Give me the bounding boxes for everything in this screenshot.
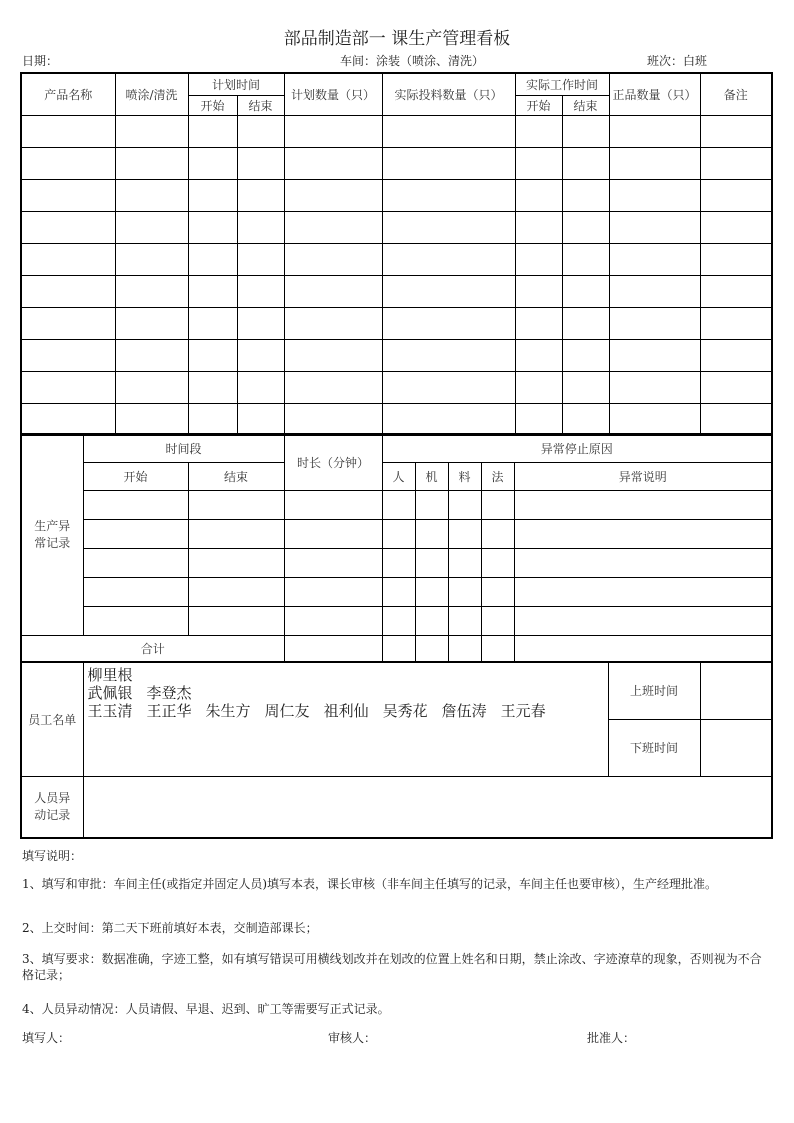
plan-cell[interactable] [115, 115, 188, 147]
abnormal-cell[interactable] [382, 606, 415, 635]
abnormal-section-text: 生产异常记录 [34, 518, 71, 550]
plan-cell[interactable] [237, 115, 284, 147]
plan-cell[interactable] [382, 307, 515, 339]
note-item-1: 1、填写和审批：车间主任(或指定并固定人员)填写本表，课长审核（非车间主任填写的记录，车间主任也要审核），生产经理批准。 [22, 877, 718, 891]
plan-cell[interactable] [284, 307, 382, 339]
staff-names-line-3 [88, 702, 604, 720]
staff-name: 王元春 [500, 702, 546, 720]
abnormal-cell[interactable] [188, 490, 284, 519]
plan-cell[interactable] [21, 147, 115, 179]
plan-cell[interactable] [382, 371, 515, 403]
date-label: 日期： [22, 54, 59, 68]
plan-cell[interactable] [700, 275, 772, 307]
plan-cell[interactable] [609, 147, 700, 179]
total-cell[interactable] [514, 635, 772, 662]
plan-cell[interactable] [237, 371, 284, 403]
header-plan-start: 开始 [188, 95, 237, 115]
table-row [21, 147, 772, 179]
plan-cell[interactable] [609, 211, 700, 243]
plan-cell[interactable] [609, 403, 700, 435]
abnormal-cell[interactable] [448, 577, 481, 606]
plan-cell[interactable] [700, 147, 772, 179]
table-row [21, 275, 772, 307]
plan-cell[interactable] [284, 211, 382, 243]
abnormal-cell[interactable] [382, 490, 415, 519]
plan-cell[interactable] [284, 403, 382, 435]
plan-cell[interactable] [562, 307, 609, 339]
plan-cell[interactable] [562, 115, 609, 147]
plan-cell[interactable] [115, 211, 188, 243]
staff-name: 王玉清 [87, 702, 133, 720]
abnormal-cell[interactable] [188, 577, 284, 606]
plan-cell[interactable] [700, 371, 772, 403]
abnormal-cell[interactable] [415, 577, 448, 606]
abnormal-cell[interactable] [382, 519, 415, 548]
abnormal-cell[interactable] [481, 577, 514, 606]
abnormal-cell[interactable] [284, 548, 382, 577]
staff-change-text: 人员异动记录 [34, 790, 71, 822]
header-machine: 机 [415, 462, 448, 490]
abnormal-cell[interactable] [188, 519, 284, 548]
plan-cell[interactable] [21, 243, 115, 275]
abnormal-cell[interactable] [415, 606, 448, 635]
plan-cell[interactable] [700, 243, 772, 275]
header-abnormal-desc: 异常说明 [514, 462, 772, 490]
plan-cell[interactable] [237, 403, 284, 435]
total-label: 合计 [21, 635, 284, 662]
plan-cell[interactable] [382, 211, 515, 243]
plan-cell[interactable] [515, 339, 562, 371]
header-period: 时间段 [83, 434, 284, 462]
plan-cell[interactable] [515, 243, 562, 275]
plan-cell[interactable] [21, 211, 115, 243]
table-row [21, 115, 772, 147]
plan-cell[interactable] [609, 179, 700, 211]
plan-cell[interactable] [562, 243, 609, 275]
plan-cell[interactable] [609, 371, 700, 403]
reviewer-signature-label: 审核人： [328, 1031, 377, 1045]
table-row [21, 519, 772, 548]
plan-cell[interactable] [237, 243, 284, 275]
abnormal-cell[interactable] [514, 577, 772, 606]
plan-cell[interactable] [188, 243, 237, 275]
plan-cell[interactable] [188, 115, 237, 147]
abnormal-cell[interactable] [481, 490, 514, 519]
header-method: 法 [481, 462, 514, 490]
plan-cell[interactable] [188, 403, 237, 435]
plan-cell[interactable] [284, 147, 382, 179]
total-cell[interactable] [382, 635, 415, 662]
header-material: 料 [448, 462, 481, 490]
note-item-2: 2、上交时间：第二天下班前填好本表，交制造部课长； [22, 921, 318, 935]
staff-change-cell[interactable] [83, 776, 772, 838]
page-title: 部品制造部一 课生产管理看板 [283, 29, 511, 49]
off-duty-cell[interactable] [700, 719, 772, 776]
plan-cell[interactable] [609, 115, 700, 147]
plan-cell[interactable] [382, 275, 515, 307]
table-row [21, 403, 772, 435]
staff-names [83, 662, 608, 776]
plan-cell[interactable] [21, 179, 115, 211]
abnormal-cell[interactable] [83, 577, 188, 606]
plan-cell[interactable] [515, 211, 562, 243]
plan-cell[interactable] [700, 211, 772, 243]
abnormal-cell[interactable] [448, 606, 481, 635]
staff-name: 詹伍涛 [441, 702, 487, 720]
plan-cell[interactable] [515, 115, 562, 147]
staff-change-label [21, 776, 83, 838]
plan-cell[interactable] [609, 243, 700, 275]
abnormal-cell[interactable] [188, 548, 284, 577]
header-period-end: 结束 [188, 462, 284, 490]
staff-name: 朱生方 [205, 702, 251, 720]
abnormal-cell[interactable] [448, 519, 481, 548]
total-cell[interactable] [448, 635, 481, 662]
note-item-3: 3、填写要求：数据准确，字迹工整，如有填写错误可用横线划改并在划改的位置上姓名和日期，禁止涂改、字迹潦草的现象，否则视为不合格记录； [22, 952, 762, 982]
abnormal-cell[interactable] [83, 519, 188, 548]
abnormal-cell[interactable] [188, 606, 284, 635]
abnormal-cell[interactable] [284, 519, 382, 548]
plan-cell[interactable] [515, 403, 562, 435]
abnormal-cell[interactable] [448, 548, 481, 577]
plan-cell[interactable] [700, 115, 772, 147]
staff-name: 吴秀花 [382, 702, 428, 720]
abnormal-cell[interactable] [481, 606, 514, 635]
plan-cell[interactable] [382, 179, 515, 211]
header-man: 人 [382, 462, 415, 490]
plan-cell[interactable] [21, 115, 115, 147]
plan-cell[interactable] [562, 403, 609, 435]
abnormal-cell[interactable] [83, 490, 188, 519]
plan-cell[interactable] [609, 307, 700, 339]
plan-cell[interactable] [237, 147, 284, 179]
plan-cell[interactable] [562, 275, 609, 307]
total-cell[interactable] [415, 635, 448, 662]
plan-cell[interactable] [237, 339, 284, 371]
plan-cell[interactable] [284, 115, 382, 147]
notes-heading: 填写说明： [22, 849, 83, 863]
abnormal-cell[interactable] [514, 519, 772, 548]
abnormal-cell[interactable] [83, 606, 188, 635]
plan-cell[interactable] [700, 179, 772, 211]
plan-cell[interactable] [382, 403, 515, 435]
header-remark: 备注 [700, 73, 772, 115]
table-row [21, 548, 772, 577]
table-row [21, 339, 772, 371]
plan-cell[interactable] [21, 339, 115, 371]
table-row [21, 490, 772, 519]
staff-name: 李登杰 [146, 684, 192, 702]
plan-cell[interactable] [188, 339, 237, 371]
abnormal-cell[interactable] [415, 548, 448, 577]
abnormal-cell[interactable] [481, 548, 514, 577]
abnormal-cell[interactable] [514, 548, 772, 577]
abnormal-cell[interactable] [514, 606, 772, 635]
plan-cell[interactable] [515, 147, 562, 179]
off-duty-label: 下班时间 [608, 719, 700, 776]
plan-cell[interactable] [115, 307, 188, 339]
plan-cell[interactable] [188, 275, 237, 307]
plan-cell[interactable] [237, 179, 284, 211]
plan-cell[interactable] [700, 403, 772, 435]
plan-cell[interactable] [115, 371, 188, 403]
plan-cell[interactable] [609, 339, 700, 371]
plan-cell[interactable] [188, 211, 237, 243]
plan-cell[interactable] [188, 371, 237, 403]
plan-cell[interactable] [284, 243, 382, 275]
header-duration: 时长（分钟） [284, 434, 382, 490]
table-row [21, 371, 772, 403]
table-row [21, 577, 772, 606]
section-label-abnormal [21, 434, 83, 635]
staff-table [20, 661, 773, 839]
plan-cell[interactable] [188, 179, 237, 211]
header-plan-end: 结束 [237, 95, 284, 115]
total-row [21, 635, 772, 662]
plan-cell[interactable] [21, 403, 115, 435]
plan-cell[interactable] [115, 179, 188, 211]
staff-label: 员工名单 [21, 662, 83, 776]
header-product: 产品名称 [21, 73, 115, 115]
shift-label: 班次：白班 [647, 54, 708, 68]
header-actual-time: 实际工作时间 [515, 73, 609, 95]
abnormal-cell[interactable] [415, 490, 448, 519]
production-plan-table [20, 72, 773, 436]
plan-cell[interactable] [562, 147, 609, 179]
staff-name: 祖利仙 [323, 702, 369, 720]
header-actual-start: 开始 [515, 95, 562, 115]
plan-cell[interactable] [21, 275, 115, 307]
on-duty-cell[interactable] [700, 662, 772, 719]
total-cell[interactable] [481, 635, 514, 662]
header-actual-end: 结束 [562, 95, 609, 115]
plan-cell[interactable] [562, 179, 609, 211]
header-plan-time: 计划时间 [188, 73, 284, 95]
abnormal-cell[interactable] [514, 490, 772, 519]
plan-cell[interactable] [188, 307, 237, 339]
table-row [21, 211, 772, 243]
plan-cell[interactable] [284, 179, 382, 211]
plan-cell[interactable] [562, 211, 609, 243]
plan-cell[interactable] [382, 147, 515, 179]
workshop-label: 车间：涂装（喷涂、清洗） [340, 54, 485, 68]
note-item-4: 4、人员异动情况：人员请假、早退、迟到、旷工等需要写正式记录。 [22, 1002, 390, 1016]
table-row [21, 606, 772, 635]
approver-signature-label: 批准人： [587, 1031, 636, 1045]
plan-cell[interactable] [188, 147, 237, 179]
plan-cell[interactable] [237, 307, 284, 339]
staff-name: 周仁友 [264, 702, 310, 720]
abnormal-cell[interactable] [481, 519, 514, 548]
abnormal-cell[interactable] [448, 490, 481, 519]
plan-cell[interactable] [115, 243, 188, 275]
plan-cell[interactable] [515, 307, 562, 339]
total-cell[interactable] [284, 635, 382, 662]
plan-cell[interactable] [562, 371, 609, 403]
header-plan-qty: 计划数量（只） [284, 73, 382, 115]
plan-cell[interactable] [115, 275, 188, 307]
plan-cell[interactable] [382, 115, 515, 147]
plan-cell[interactable] [21, 371, 115, 403]
abnormal-cell[interactable] [83, 548, 188, 577]
plan-cell[interactable] [515, 275, 562, 307]
staff-name: 王正华 [146, 702, 192, 720]
abnormal-cell[interactable] [284, 577, 382, 606]
plan-cell[interactable] [284, 275, 382, 307]
table-row [21, 307, 772, 339]
abnormal-cell[interactable] [382, 577, 415, 606]
plan-cell[interactable] [237, 211, 284, 243]
plan-cell[interactable] [562, 339, 609, 371]
table-row [21, 243, 772, 275]
staff-name: 柳里根 [87, 666, 133, 684]
header-period-start: 开始 [83, 462, 188, 490]
plan-cell[interactable] [115, 403, 188, 435]
plan-cell[interactable] [515, 371, 562, 403]
plan-cell[interactable] [237, 275, 284, 307]
plan-cell[interactable] [382, 339, 515, 371]
plan-cell[interactable] [609, 275, 700, 307]
on-duty-label: 上班时间 [608, 662, 700, 719]
plan-cell[interactable] [115, 339, 188, 371]
plan-cell[interactable] [700, 339, 772, 371]
plan-cell[interactable] [515, 179, 562, 211]
plan-cell[interactable] [284, 371, 382, 403]
abnormal-cell[interactable] [284, 606, 382, 635]
table-row [21, 179, 772, 211]
staff-names-line-2 [88, 684, 604, 702]
plan-cell[interactable] [382, 243, 515, 275]
plan-cell[interactable] [284, 339, 382, 371]
filler-signature-label: 填写人： [22, 1031, 71, 1045]
plan-cell[interactable] [115, 147, 188, 179]
abnormal-cell[interactable] [415, 519, 448, 548]
plan-cell[interactable] [700, 307, 772, 339]
staff-name: 武佩银 [87, 684, 133, 702]
staff-names-line-1 [88, 666, 604, 684]
plan-cell[interactable] [21, 307, 115, 339]
abnormal-cell[interactable] [284, 490, 382, 519]
abnormal-cell[interactable] [382, 548, 415, 577]
header-good-qty: 正品数量（只） [609, 73, 700, 115]
header-reason: 异常停止原因 [382, 434, 772, 462]
header-actual-input: 实际投料数量（只） [382, 73, 515, 115]
header-process: 喷涂/清洗 [115, 73, 188, 115]
abnormal-record-table [20, 433, 773, 663]
